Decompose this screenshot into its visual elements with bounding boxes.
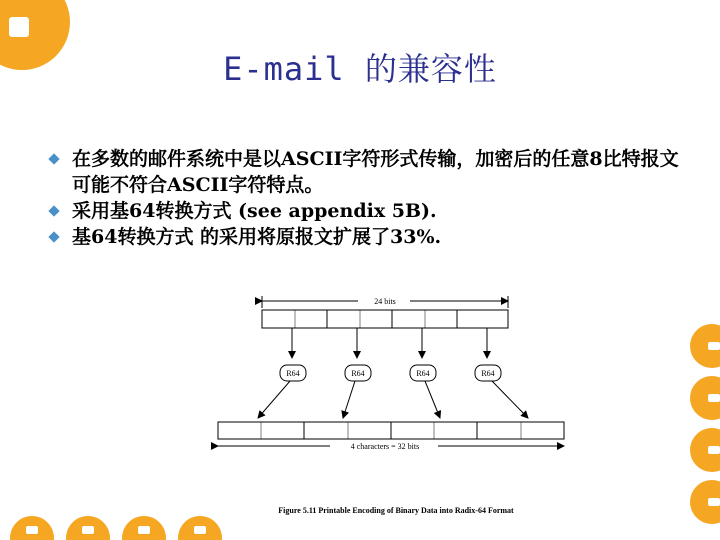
r64-label: R64	[286, 369, 300, 378]
decorative-dot	[690, 428, 720, 472]
bullet-item	[46, 198, 686, 224]
decorative-dot	[690, 480, 720, 524]
decorative-dot	[122, 516, 166, 540]
decorative-dot	[66, 516, 110, 540]
bottom-span-label: 4 characters = 32 bits	[350, 442, 420, 451]
r64-label: R64	[351, 369, 365, 378]
radix64-figure	[210, 288, 580, 524]
decorative-dot	[690, 324, 720, 368]
figure-caption: Figure 5.11 Printable Encoding of Binary Data into Radix-64 Format	[278, 506, 514, 515]
r64-label: R64	[416, 369, 430, 378]
decorative-dot	[10, 516, 54, 540]
bullet-text: 在多数的邮件系统中是以ASCII字符形式传输，加密后的任意8比特报文可能不符合ASCII字符特点。	[72, 148, 679, 196]
decorative-dot	[690, 376, 720, 420]
page-title: E-mail 的兼容性	[223, 50, 497, 88]
bullet-list	[46, 146, 686, 250]
bullet-item	[46, 146, 686, 198]
bullet-text: 采用基64转换方式 (see appendix 5B).	[72, 200, 437, 222]
radix64-diagram	[210, 288, 580, 508]
bullet-diamond-icon	[48, 205, 59, 216]
bullet-text: 基64转换方式 的采用将原报文扩展了33%.	[72, 226, 442, 248]
input-bits-row	[262, 310, 508, 328]
decorative-square	[9, 17, 29, 37]
top-span-label: 24 bits	[374, 297, 396, 306]
bullet-item	[46, 224, 686, 250]
r64-label: R64	[481, 369, 495, 378]
bullet-diamond-icon	[48, 231, 59, 242]
bullet-diamond-icon	[48, 153, 59, 164]
